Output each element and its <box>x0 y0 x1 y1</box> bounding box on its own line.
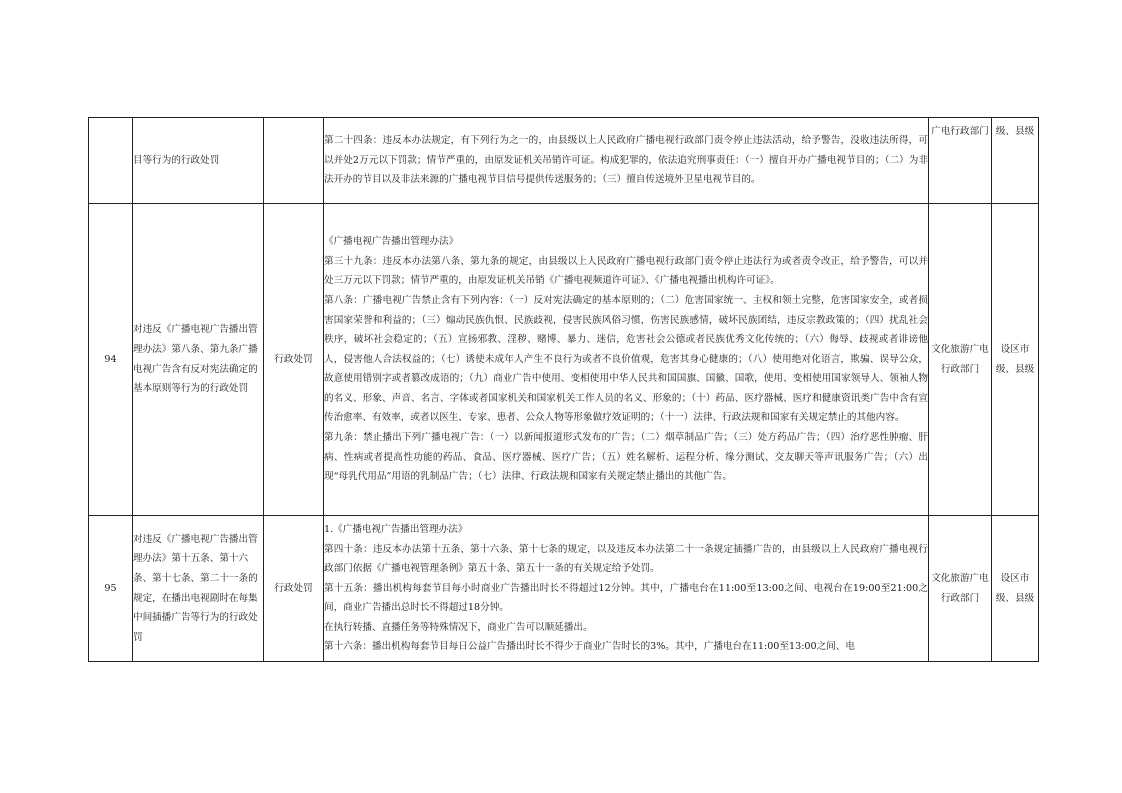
table-row <box>89 516 1039 662</box>
basis-paragraph: 第二十四条：违反本办法规定，有下列行为之一的，由县级以上人民政府广播电视行政部门责令停止违法活动，给予警告，没收违法所得，可以并处2万元以下罚款；情节严重的，由原发证机关吊销许可证。构成犯罪的，依法追究刑事责任：（一）擅自开办广播电视节目的；（二）为非法开办的节目以及非法来源的广播电视节目信号提供传送服务的；（三）擅自传送境外卫星电视节目的。 <box>324 135 928 186</box>
jurisdiction-level: 级、县级 <box>992 118 1039 204</box>
basis-paragraph: 第四十条：违反本办法第十五条、第十六条、第十七条的规定，以及违反本办法第二十一条规定插播广告的，由县级以上人民政府广播电视行政部门依据《广播电视管理条例》第五十条、第五十一条的有关规定给予处罚。 <box>324 543 928 575</box>
penalty-item: 目等行为的行政处罚 <box>133 118 264 204</box>
basis-paragraph: 第十六条：播出机构每套节目每日公益广告播出时长不得少于商业广告时长的3%。其中，广播电台在11:00至13:00之间、电 <box>324 641 856 653</box>
legal-basis <box>324 118 929 204</box>
penalty-type: 行政处罚 <box>264 516 324 662</box>
legal-basis <box>324 204 929 516</box>
table-row <box>89 118 1039 204</box>
basis-paragraph: 第九条：禁止播出下列广播电视广告：（一）以新闻报道形式发布的广告；（二）烟草制品广告；（三）处方药品广告；（四）治疗恶性肿瘤、肝病、性病或者提高性功能的药品、食品、医疗器械、医疗广告；（五）姓名解析、运程分析、缘分测试、交友聊天等声讯服务广告；（六）出现“母乳代用品”用语的乳制品广告；（七）法律、行政法规和国家有关规定禁止播出的其他广告。 <box>324 432 928 483</box>
department: 文化旅游广电行政部门 <box>929 516 992 662</box>
basis-paragraph: 第三十九条：违反本办法第八条、第九条的规定，由县级以上人民政府广播电视行政部门责令停止违法行为或者责令改正，给予警告，可以并处三万元以下罚款；情节严重的，由原发证机关吊销《广播电视频道许可证》、《广播电视播出机构许可证》。 <box>324 255 928 287</box>
penalty-type: 行政处罚 <box>264 204 324 516</box>
penalty-item: 对违反《广播电视广告播出管理办法》第八条、第九条广播电视广告含有反对宪法确定的基本原则等行为的行政处罚 <box>133 204 264 516</box>
row-number <box>89 118 133 204</box>
department: 广电行政部门 <box>929 118 992 204</box>
basis-paragraph: 1.《广播电视广告播出管理办法》 <box>324 523 468 535</box>
basis-paragraph: 在执行转播、直播任务等特殊情况下，商业广告可以顺延播出。 <box>324 621 593 633</box>
jurisdiction-level: 设区市级、县级 <box>992 204 1039 516</box>
penalty-item: 对违反《广播电视广告播出管理办法》第十五条、第十六条、第十七条、第二十一条的规定，在播出电视剧时在每集中间插播广告等行为的行政处罚 <box>133 516 264 662</box>
jurisdiction-level: 设区市级、县级 <box>992 516 1039 662</box>
basis-paragraph: 第八条：广播电视广告禁止含有下列内容：（一）反对宪法确定的基本原则的；（二）危害国家统一、主权和领土完整，危害国家安全，或者损害国家荣誉和利益的；（三）煽动民族仇恨、民族歧视，侵害民族风俗习惯，伤害民族感情，破坏民族团结，违反宗教政策的；（四）扰乱社会秩序，破坏社会稳定的；（五）宣扬邪教、淫秽、赌博、暴力、迷信，危害社会公德或者民族优秀文化传统的；（六）侮辱、歧视或者诽谤他人，侵害他人合法权益的；（七）诱使未成年人产生不良行为或者不良价值观，危害其身心健康的；（八）使用绝对化语言，欺骗、误导公众，故意使用错别字或者篡改成语的；（九）商业广告中使用、变相使用中华人民共和国国旗、国徽、国歌，使用、变相使用国家领导人、领袖人物的名义、形象、声音、名言、字体或者国家机关和国家机关工作人员的名义、形象的；（十）药品、医疗器械、医疗和健康资讯类广告中含有宣传治愈率、有效率，或者以医生、专家、患者、公众人物等形象做疗效证明的；（十一）法律、行政法规和国家有关规定禁止的其他内容。 <box>324 294 928 424</box>
basis-paragraph: 《广播电视广告播出管理办法》 <box>324 236 459 248</box>
basis-paragraph: 第十五条：播出机构每套节目每小时商业广告播出时长不得超过12分钟。其中，广播电台在11:00至13:00之间、电视台在19:00至21:00之间，商业广告播出总时长不得超过18分钟。 <box>324 582 928 614</box>
department: 文化旅游广电行政部门 <box>929 204 992 516</box>
row-number: 94 <box>89 204 133 516</box>
regulation-table <box>88 117 1039 662</box>
table-row <box>89 204 1039 516</box>
legal-basis <box>324 516 929 662</box>
row-number: 95 <box>89 516 133 662</box>
penalty-type <box>264 118 324 204</box>
